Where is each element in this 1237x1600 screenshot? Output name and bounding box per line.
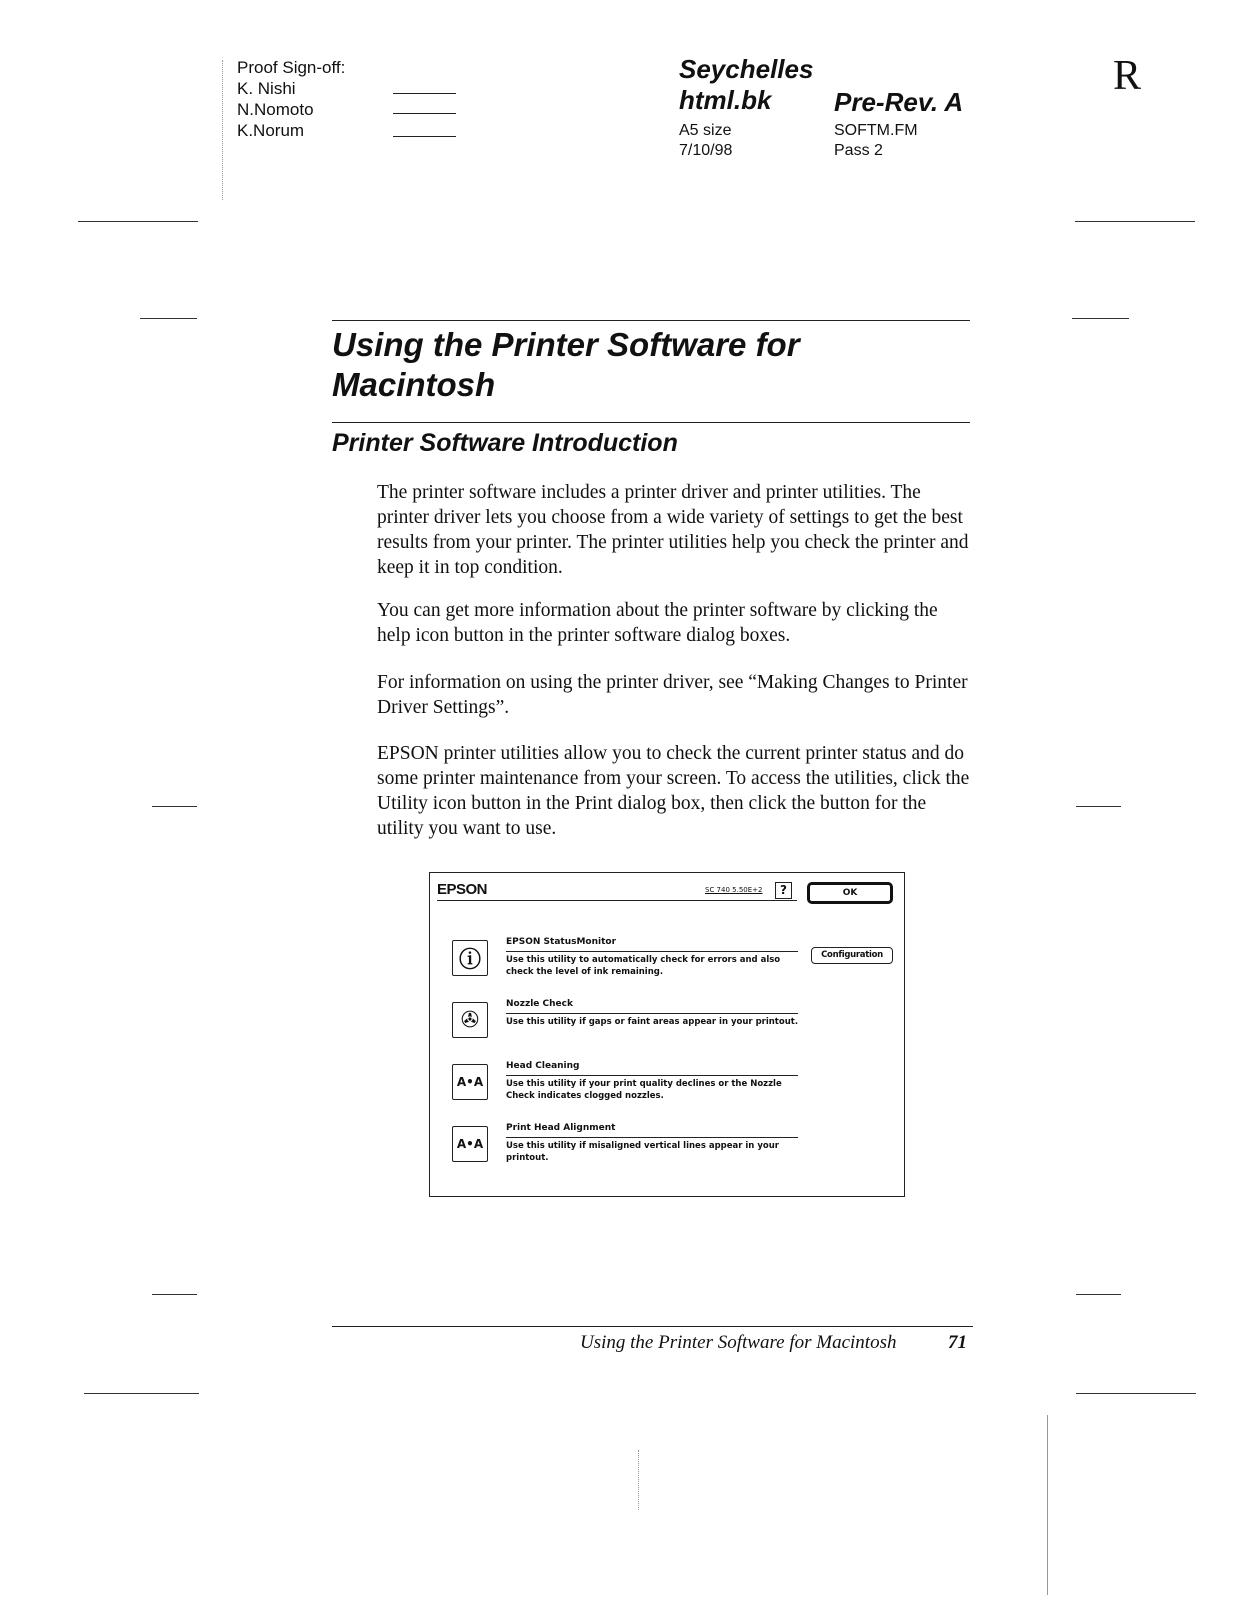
header-book-title: Seychelles [679, 54, 814, 84]
proof-label: Proof Sign-off: [237, 58, 346, 77]
signature-line [393, 113, 456, 114]
utility-item-nozzle-check [430, 999, 800, 1057]
dialog-title-rule [437, 900, 797, 901]
body-paragraph: EPSON printer utilities allow you to check the current printer status and do some printer maintenance from your screen. To access the utilities, click the Utility icon button in the Print dialog box, then click the button for the utility you want to use. [377, 743, 970, 839]
utility-dialog [429, 872, 905, 1197]
chapter-title: Using the Printer Software for Macintosh [332, 320, 970, 405]
footer-rule [332, 1326, 973, 1327]
crop-mark [84, 1393, 199, 1394]
crop-mark [1075, 221, 1195, 222]
utility-divider [506, 951, 798, 952]
proof-name: K. Nishi [237, 79, 296, 98]
trim-line [1047, 1415, 1048, 1595]
body-paragraph: For information on using the printer driver, see “Making Changes to Printer Driver Settings”. [377, 672, 968, 718]
crop-mark [1076, 1294, 1121, 1295]
utility-item-print-head-alignment [430, 1123, 800, 1181]
body-paragraph: You can get more information about the printer software by clicking the help icon button in the printer software dialog boxes. [377, 600, 938, 646]
signature-line [393, 93, 456, 94]
header-book-file: html.bk [679, 85, 772, 115]
utility-divider [506, 1137, 798, 1138]
crop-mark [1072, 318, 1129, 319]
utility-description: Use this utility if your print quality declines or the Nozzle Check indicates clogged nozzles. [506, 1079, 782, 1101]
footer-running-title: Using the Printer Software for Macintosh [580, 1332, 897, 1353]
epson-logo: EPSON [437, 881, 488, 898]
page-number: 71 [948, 1332, 967, 1353]
status-monitor-icon[interactable]: ⓘ [452, 940, 488, 976]
utility-name: Print Head Alignment [506, 1123, 616, 1133]
nozzle-check-icon[interactable]: ✇ [452, 1002, 488, 1038]
proof-name: K.Norum [237, 121, 305, 140]
ok-button[interactable]: OK [807, 882, 893, 904]
utility-divider [506, 1013, 798, 1014]
utility-divider [506, 1075, 798, 1076]
body-paragraph: The printer software includes a printer driver and printer utilities. The printer driver lets you choose from a wide variety of settings to get the best results from your printer. The printer utilities help you check the printer and keep it in top condition. [377, 482, 969, 578]
help-icon[interactable]: ? [775, 882, 792, 899]
crop-mark [1076, 1393, 1196, 1394]
utility-description: Use this utility to automatically check for errors and also check the level of ink remaining. [506, 955, 781, 977]
center-dotted-line [638, 1450, 639, 1510]
crop-mark [152, 806, 197, 807]
section-title: Printer Software Introduction [332, 422, 970, 459]
print-head-alignment-icon[interactable]: A•A [452, 1126, 488, 1162]
utility-description: Use this utility if misaligned vertical lines appear in your printout. [506, 1141, 779, 1163]
head-cleaning-icon[interactable]: A•A [452, 1064, 488, 1100]
corner-mark: R [1113, 53, 1142, 99]
signature-line [393, 136, 456, 137]
crop-mark [78, 221, 198, 222]
version-label: SC 740 5.50E+2 [705, 886, 763, 894]
crop-mark [140, 318, 197, 319]
crop-mark [1076, 806, 1121, 807]
header-size: A5 size [679, 122, 732, 139]
crop-mark [152, 1294, 197, 1295]
utility-name: Nozzle Check [506, 999, 573, 1009]
header-file: SOFTM.FM [834, 122, 918, 139]
header-revision: Pre-Rev. A [834, 87, 964, 117]
utility-description: Use this utility if gaps or faint areas appear in your printout. [506, 1017, 799, 1027]
utility-name: Head Cleaning [506, 1061, 580, 1071]
margin-dotted-line [222, 60, 223, 200]
utility-item-head-cleaning [430, 1061, 800, 1119]
proof-name: N.Nomoto [237, 100, 314, 119]
configuration-button[interactable]: Configuration [811, 947, 893, 964]
utility-name: EPSON StatusMonitor [506, 937, 617, 947]
utility-item-status-monitor [430, 937, 800, 995]
header-date: 7/10/98 [679, 142, 733, 159]
proof-signoff [237, 57, 345, 141]
header-pass: Pass 2 [834, 142, 883, 159]
